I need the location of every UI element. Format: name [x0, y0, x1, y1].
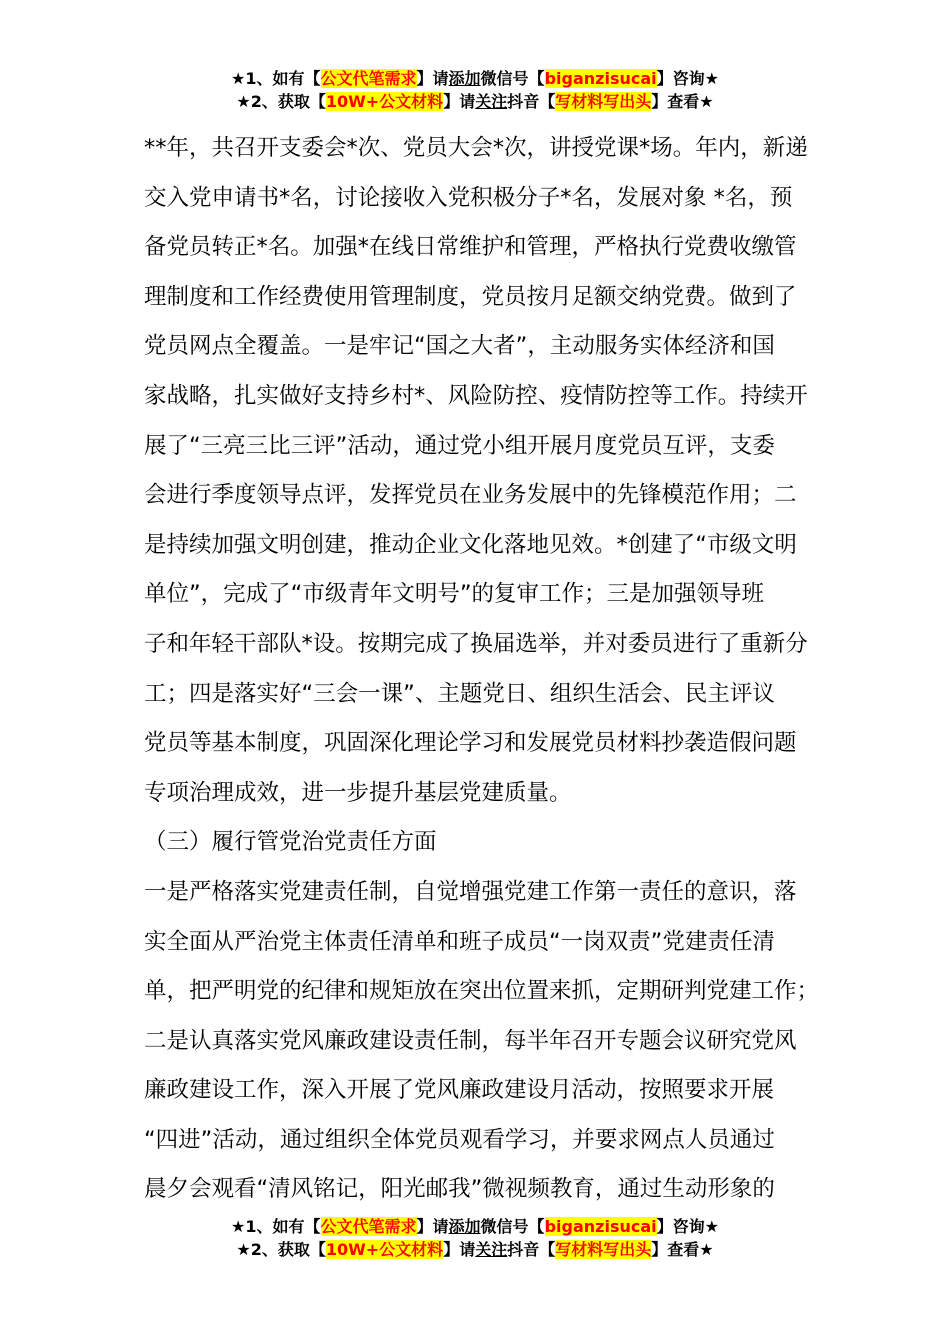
text-line: **年，共召开支委会*次、党员大会*次，讲授党课*场。年内，新递 [144, 135, 808, 161]
banner-text: 抖音【 [507, 92, 556, 111]
highlight-wechat-id: biganzisucai [544, 69, 657, 88]
text-line: 一是严格落实党建责任制，自觉增强党建工作第一责任的意识，落 [144, 878, 797, 905]
highlight-materials: 10W+公文材料 [325, 92, 444, 111]
text-line: 会进行季度领导点评，发挥党员在业务发展中的先锋模范作用；二 [144, 482, 797, 509]
banner-text: 】请 [416, 69, 449, 88]
banner-text: 】咨询★ [656, 1217, 719, 1236]
footer-banner [0, 1216, 950, 1262]
star-icon: ★ [231, 69, 246, 88]
banner-text: 1、如有【 [245, 69, 321, 88]
highlight-douyin: 写材料写出头 [555, 92, 652, 111]
banner-text: 】查看★ [651, 92, 714, 111]
banner-text: 】请 [443, 1240, 476, 1259]
banner-text: 微信号【 [480, 1217, 545, 1236]
banner-underlined: 关注 [475, 1240, 508, 1259]
banner-line-2 [0, 91, 950, 114]
text-line: 实全面从严治党主体责任清单和班子成员“一岗双责”党建责任清 [144, 928, 775, 955]
text-line: 展了“三亮三比三评”活动，通过党小组开展月度党员互评，支委 [144, 432, 775, 459]
banner-line-2 [0, 1239, 950, 1262]
highlight-materials: 10W+公文材料 [325, 1240, 444, 1259]
document-body [144, 124, 834, 1215]
text-line: 党员网点全覆盖。一是牢记“国之大者”，主动服务实体经济和国 [144, 333, 775, 360]
banner-text: 2、获取【 [250, 1240, 326, 1259]
text-line: 二是认真落实党风廉政建设责任制，每半年召开专题会议研究党风 [144, 1027, 797, 1054]
text-line: 理制度和工作经费使用管理制度，党员按月足额交纳党费。做到了 [144, 283, 797, 310]
text-line: 家战略，扎实做好支持乡村*、风险防控、疫情防控等工作。持续开 [144, 382, 808, 409]
banner-text: 2、获取【 [250, 92, 326, 111]
banner-underlined: 关注 [475, 92, 508, 111]
text-line: 交入党申请书*名，讨论接收入党积极分子*名，发展对象 *名，预 [144, 184, 793, 211]
text-line: 晨夕会观看“清风铭记，阳光邮我”微视频教育，通过生动形象的 [144, 1176, 775, 1203]
star-icon: ★ [236, 1240, 251, 1259]
text-line: 单，把严明党的纪律和规矩放在突出位置来抓，定期研判党建工作； [144, 978, 820, 1005]
banner-text: 】请 [443, 92, 476, 111]
banner-text: 微信号【 [480, 69, 545, 88]
text-line: 工；四是落实好“三会一课”、主题党日、组织生活会、民主评议 [144, 680, 775, 707]
text-line: 子和年轻干部队*设。按期完成了换届选举，并对委员进行了重新分 [144, 630, 808, 657]
banner-text: 1、如有【 [245, 1217, 321, 1236]
banner-text: 抖音【 [507, 1240, 556, 1259]
banner-text: 】咨询★ [656, 69, 719, 88]
section-heading: （三）履行管党治党责任方面 [144, 829, 437, 856]
banner-line-1 [0, 68, 950, 91]
header-banner [0, 68, 950, 114]
banner-line-1 [0, 1216, 950, 1239]
text-line: “四进”活动，通过组织全体党员观看学习，并要求网点人员通过 [144, 1126, 775, 1153]
star-icon: ★ [231, 1217, 246, 1236]
highlight-douyin: 写材料写出头 [555, 1240, 652, 1259]
banner-underlined: 添加 [448, 69, 481, 88]
banner-underlined: 添加 [448, 1217, 481, 1236]
highlight-ghostwriting: 公文代笔需求 [320, 1217, 417, 1236]
text-line: 党员等基本制度，巩固深化理论学习和发展党员材料抄袭造假问题 [144, 730, 797, 757]
star-icon: ★ [236, 92, 251, 111]
highlight-ghostwriting: 公文代笔需求 [320, 69, 417, 88]
text-line: 备党员转正*名。加强*在线日常维护和管理，严格执行党费收缴管 [144, 234, 797, 261]
banner-text: 】请 [416, 1217, 449, 1236]
text-line: 单位”，完成了“市级青年文明号”的复审工作；三是加强领导班 [144, 581, 764, 608]
highlight-wechat-id: biganzisucai [544, 1217, 657, 1236]
banner-text: 】查看★ [651, 1240, 714, 1259]
text-line: 是持续加强文明创建，推动企业文化落地见效。*创建了“市级文明 [144, 531, 797, 558]
text-line: 廉政建设工作，深入开展了党风廉政建设月活动，按照要求开展 [144, 1077, 775, 1104]
text-line: 专项治理成效，进一步提升基层党建质量。 [144, 779, 572, 806]
